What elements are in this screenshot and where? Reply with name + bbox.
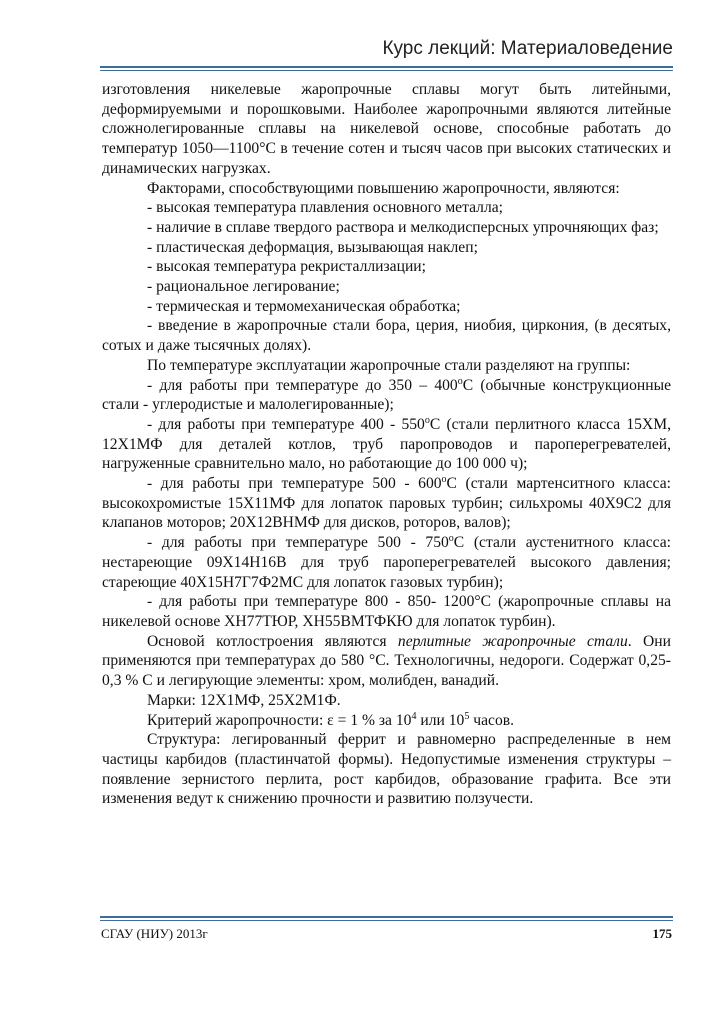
list-item: [102, 474, 671, 533]
text: Основой котлостроения являются: [147, 632, 398, 650]
paragraph: [102, 711, 671, 731]
text: С (стали аустенитного класса: нестареющие 09Х14Н16В для труб пароперегревателей высокого давления; стареющие 40Х15Н7Г7Ф2МС для лопаток газовых турбин);: [102, 534, 671, 591]
paragraph: Факторами, способствующими повышению жаропрочности, являются:: [147, 179, 620, 197]
degree-sup: o: [441, 473, 447, 485]
list-item: [102, 415, 671, 474]
list-item: [102, 533, 671, 592]
text: Критерий жаропрочности: ε = 1 % за 10: [147, 711, 412, 729]
list-item: - рациональное легирование;: [147, 278, 340, 296]
list-item: - для работы при температуре 800 - 850- 1200°С (жаропрочные сплавы на никелевой основе ХН77ТЮР, ХН55ВМТФКЮ для лопаток турбин).: [102, 593, 671, 630]
degree-sup: o: [424, 414, 430, 426]
paragraph: Марки: 12Х1МФ, 25Х2М1Ф.: [147, 691, 341, 709]
degree-sup: o: [457, 375, 463, 387]
text: С (стали мартенситного класса: высокохромистые 15Х11МФ для лопаток паровых турбин; сильхромы 40Х9С2 для клапанов моторов; 20Х12ВНМФ для дисков, роторов, валов);: [102, 475, 671, 532]
footer-rule: [100, 916, 673, 918]
footer-rule-thin: [100, 920, 673, 921]
list-item: - пластическая деформация, вызывающая наклеп;: [147, 238, 478, 256]
page-header-title: Курс лекций: Материаловедение: [382, 38, 673, 59]
text: С (стали перлитного класса 15ХМ, 12Х1МФ для деталей котлов, труб паропроводов и пароперегревателей, нагруженные сравнительно мало, но работающие до 100 000 ч);: [102, 415, 671, 473]
text: часов.: [469, 711, 515, 729]
list-item: [102, 376, 671, 415]
list-item: - термическая и термомеханическая обработка;: [147, 297, 461, 315]
text: - для работы при температуре 400 - 550: [147, 415, 425, 433]
header-rule: [100, 66, 673, 68]
text: - для работы при температуре 500 - 600: [147, 475, 442, 493]
text: - для работы при температуре до 350 – 400: [147, 376, 458, 394]
list-item: - высокая температура рекристаллизации;: [147, 258, 426, 276]
text: - для работы при температуре 500 - 750: [147, 534, 449, 552]
exponent: 5: [464, 710, 470, 722]
paragraph: Структура: легированный феррит и равномерно распределенные в нем частицы карбидов (пластинчатой формы). Недопустимые изменения структуры – появление зернистого перлита, рост карбидов, образование графита. Все эти изменения ведут к снижению прочности и развитию ползучести.: [102, 731, 671, 808]
list-item: - наличие в сплаве твердого раствора и мелкодисперсных упрочняющих фаз;: [147, 218, 659, 236]
body-text: [102, 80, 671, 809]
exponent: 4: [411, 710, 417, 722]
text: С (обычные конструкционные стали - углеродистые и малолегированные);: [102, 376, 671, 414]
header-rule-thin: [100, 70, 673, 71]
paragraph: По температуре эксплуатации жаропрочные стали разделяют на группы:: [147, 356, 631, 374]
list-item: - введение в жаропрочные стали бора, церия, ниобия, циркония, (в десятых, сотых и даже тысячных долях).: [102, 317, 671, 355]
text: или 10: [416, 711, 465, 729]
footer-source: СГАУ (НИУ) 2013г: [101, 926, 208, 941]
paragraph: изготовления никелевые жаропрочные сплавы могут быть литейными, деформируемыми и порошковыми. Наиболее жаропрочными являются литейные сложнолегированные сплавы на никелевой основе, способные работать до температур 1050—1100°С в течение сотен и тысяч часов при высоких статических и динамических нагрузках.: [102, 81, 671, 177]
degree-sup: o: [448, 532, 454, 544]
list-item: - высокая температура плавления основного металла;: [147, 199, 503, 217]
italic-term: перлитные жаропрочные стали: [397, 632, 628, 650]
text: . Они применяются при температурах до 580 °С. Технологичны, недороги. Содержат 0,25-0,3 % С и легирующие элементы: хром, молибден, ванадий.: [102, 632, 671, 690]
page-number: 175: [652, 926, 672, 941]
paragraph: [102, 632, 671, 691]
